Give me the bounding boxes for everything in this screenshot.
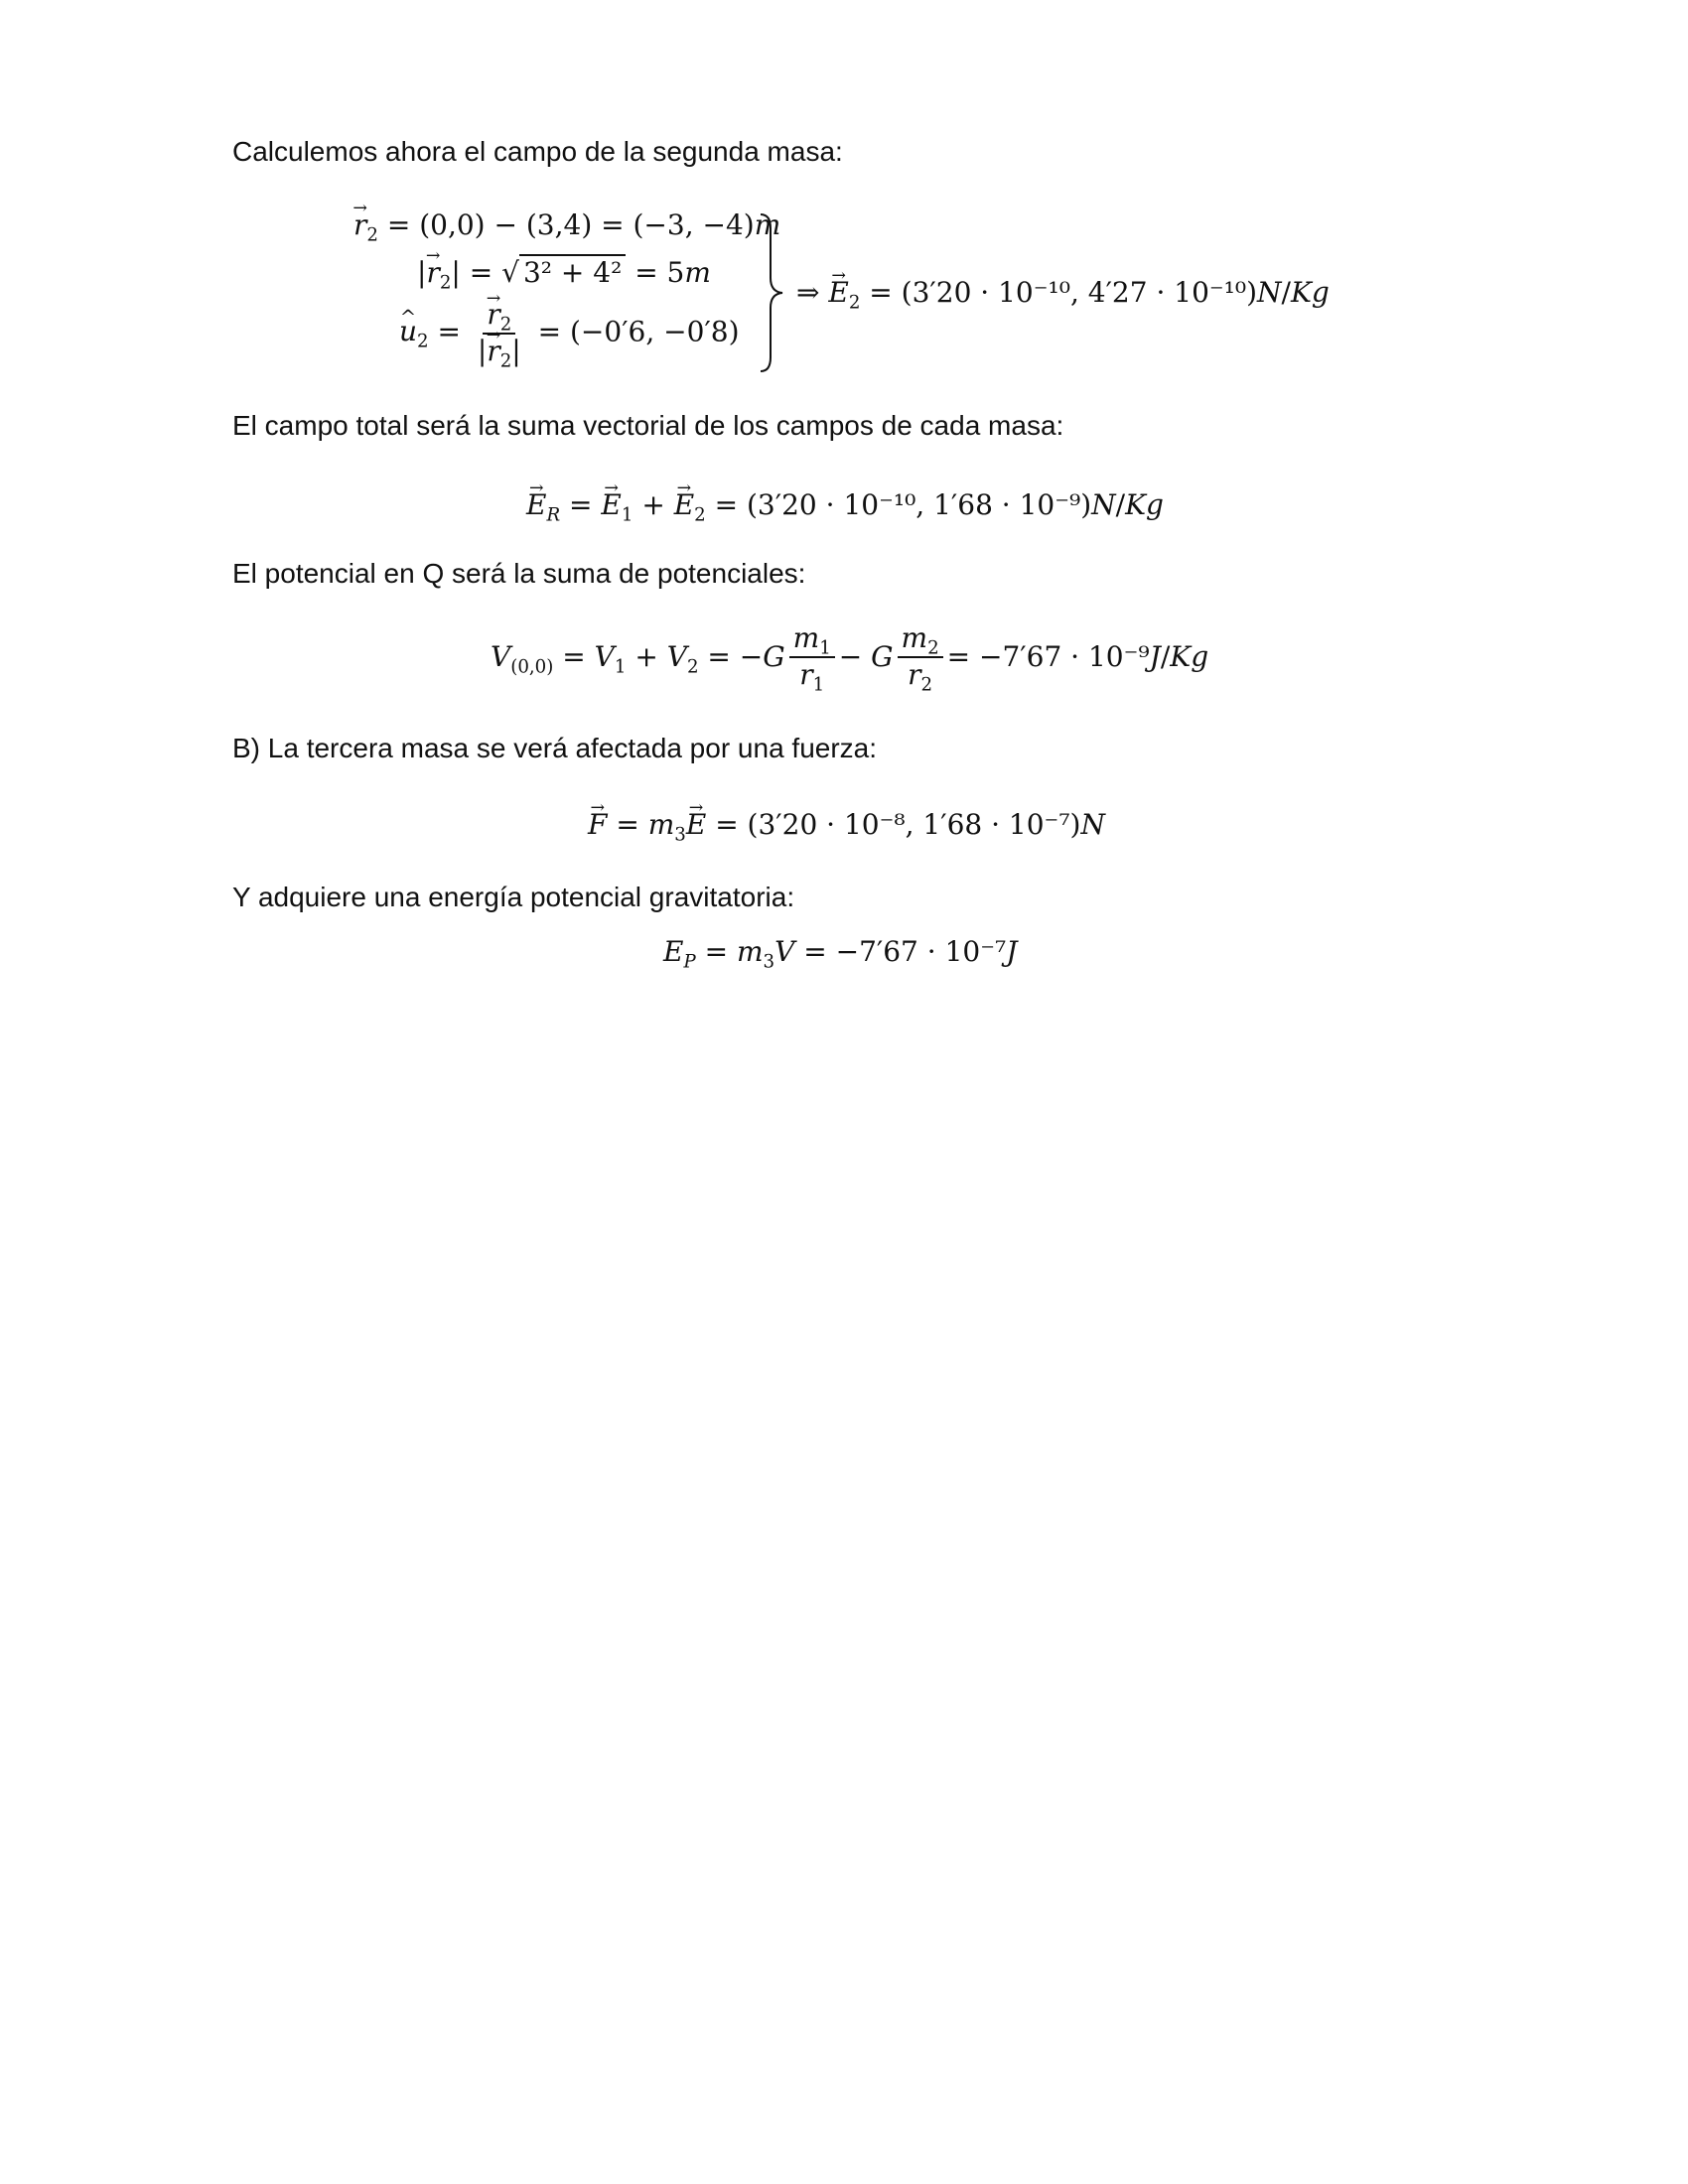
equation-V: $V_{(0,0)} = V_1 + V_2 = -G$ $\frac{m_1}{r_1}$ − G $\frac{m_2}{r_2}$ = −7′67 · 10⁻⁹ J/Kg: [491, 621, 1209, 696]
equation-F: → $F = m_3\to E = (3'20 \cdot 10^{-8}$, 1′68 · 10⁻⁷)N: [588, 808, 1105, 841]
paragraph-force: B) La tercera masa se verá afectada por una fuerza:: [232, 733, 878, 763]
equation-E2: ⇒ → $E_2 = (3'20 \cdot 10^{-10}$, 4′27 · 10⁻¹⁰)N/Kg: [796, 276, 1330, 309]
paragraph-potential: El potencial en Q será la suma de potenciales:: [232, 558, 806, 589]
paragraph-energy: Y adquiere una energía potencial gravitatoria:: [232, 882, 795, 912]
paragraph-intro: Calculemos ahora el campo de la segunda masa:: [232, 136, 843, 167]
equation-r2-modulus: |→ $r_2|$ = √ 3² + 4² = 5m: [417, 256, 711, 289]
paragraph-total-field: El campo total será la suma vectorial de los campos de cada masa:: [232, 410, 1064, 441]
equation-r2: → $r_2 = (0,0) - (3,4) = (-3$, −4)m: [353, 208, 780, 241]
equation-u2: ^ $u_2$ = → $\frac{r_2}{|\to r_2|}$ = (−0′6, −0′8): [399, 300, 740, 367]
right-brace: [757, 212, 786, 373]
equation-ER: → $E_R$ = → $E_1$ + → $E_2 = (3'20 \cdot 10^{-10}$, 1′68 · 10⁻⁹)N/Kg: [526, 488, 1164, 521]
equation-EP: $E_P = m_3V = -7'67 \cdot 10^{-7}J$: [663, 935, 1018, 973]
